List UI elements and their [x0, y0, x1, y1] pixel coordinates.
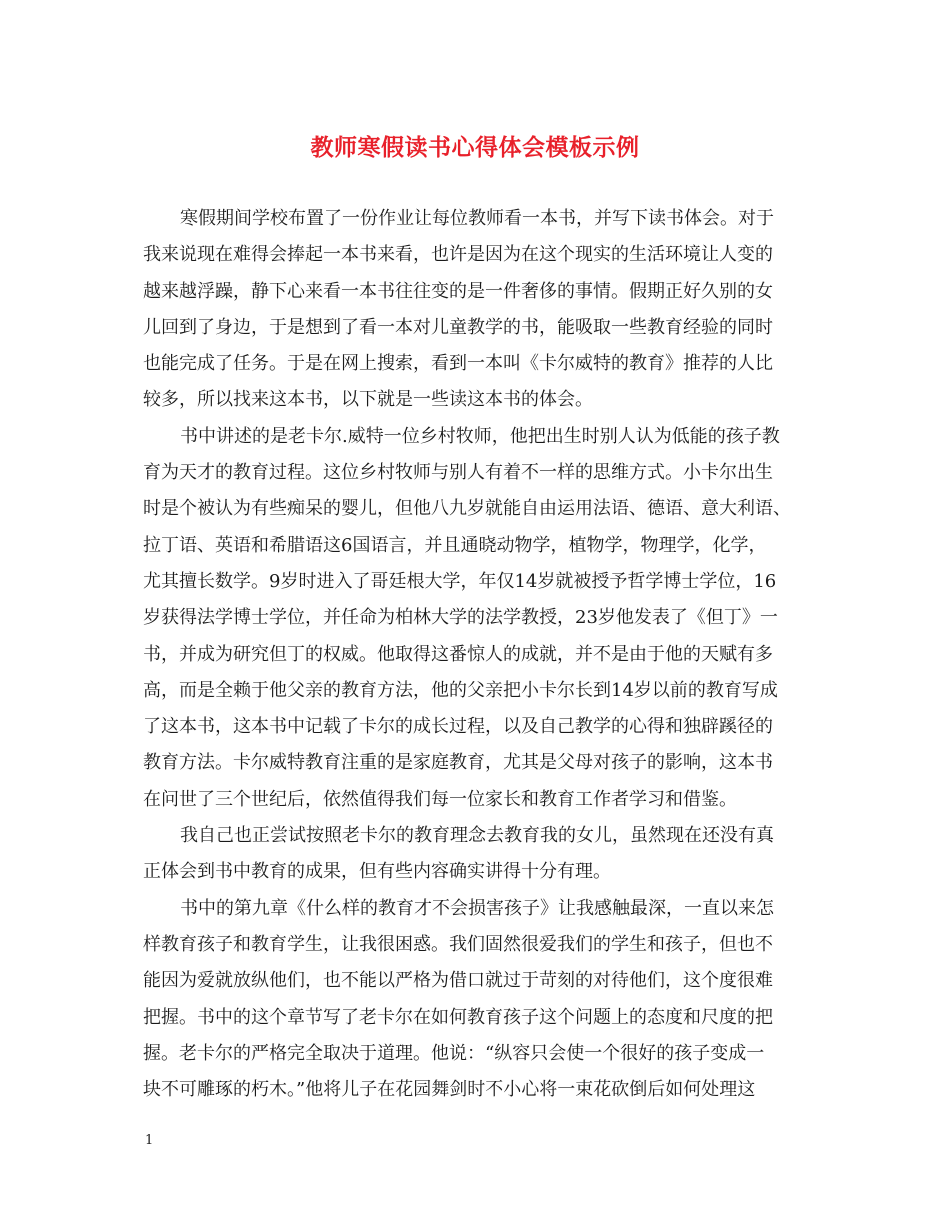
document-body — [143, 201, 823, 1108]
text-line: 书，并成为研究但丁的权威。他取得这番惊人的成就，并不是由于他的天赋有多 — [143, 643, 773, 665]
text-line: 岁获得法学博士学位，并任命为柏林大学的法学教授，23岁他发表了《但丁》一 — [143, 607, 778, 629]
text-line: 高，而是全赖于他父亲的教育方法，他的父亲把小卡尔长到14岁以前的教育写成 — [143, 679, 778, 701]
text-line: 拉丁语、英语和希腊语这6国语言，并且通晓动物学，植物学，物理学，化学， — [143, 534, 767, 556]
text-line: 育为天才的教育过程。这位乡村牧师与别人有着不一样的思维方式。小卡尔出生 — [143, 462, 773, 484]
text-line: 我自己也正尝试按照老卡尔的教育理念去教育我的女儿，虽然现在还没有真 — [180, 825, 774, 847]
document-title: 教师寒假读书心得体会模板示例 — [310, 134, 640, 161]
text-line: 儿回到了身边，于是想到了看一本对儿童教学的书，能吸取一些教育经验的同时 — [143, 316, 773, 338]
text-line: 越来越浮躁，静下心来看一本书往往变的是一件奢侈的事情。假期正好久别的女 — [143, 280, 773, 302]
text-line: 正体会到书中教育的成果，但有些内容确实讲得十分有理。 — [143, 861, 611, 883]
text-line: 把握。书中的这个章节写了老卡尔在如何教育孩子这个问题上的态度和尺度的把 — [143, 1006, 773, 1028]
page-number: 1 — [145, 1133, 154, 1148]
text-line: 块不可雕琢的朽木。”他将儿子在花园舞剑时不小心将一束花砍倒后如何处理这 — [143, 1079, 756, 1101]
text-line: 尤其擅长数学。9岁时进入了哥廷根大学，年仅14岁就被授予哲学博士学位，16 — [143, 570, 777, 592]
text-line: 寒假期间学校布置了一份作业让每位教师看一本书，并写下读书体会。对于 — [180, 208, 774, 229]
text-line: 样教育孩子和教育学生，让我很困惑。我们固然很爱我们的学生和孩子，但也不 — [143, 933, 773, 955]
text-line: 书中的第九章《什么样的教育才不会损害孩子》让我感触最深，一直以来怎 — [180, 897, 774, 919]
text-line: 较多，所以找来这本书，以下就是一些读这本书的体会。 — [143, 389, 593, 411]
text-line: 能因为爱就放纵他们，也不能以严格为借口就过于苛刻的对待他们，这个度很难 — [143, 970, 773, 992]
text-line: 书中讲述的是老卡尔.威特一位乡村牧师，他把出生时别人认为低能的孩子教 — [180, 425, 780, 447]
text-line: 时是个被认为有些痴呆的婴儿，但他八九岁就能自由运用法语、德语、意大利语、 — [143, 498, 791, 520]
text-line: 也能完成了任务。于是在网上搜索，看到一本叫《卡尔威特的教育》推荐的人比 — [143, 353, 773, 375]
text-line: 在问世了三个世纪后，依然值得我们每一位家长和教育工作者学习和借鉴。 — [143, 788, 737, 810]
text-line: 我来说现在难得会捧起一本书来看，也许是因为在这个现实的生活环境让人变的 — [143, 244, 773, 266]
text-line: 握。老卡尔的严格完全取决于道理。他说：“纵容只会使一个很好的孩子变成一 — [143, 1042, 765, 1064]
text-line: 了这本书，这本书中记载了卡尔的成长过程，以及自己教学的心得和独辟蹊径的 — [143, 716, 773, 738]
text-line: 教育方法。卡尔威特教育注重的是家庭教育，尤其是父母对孩子的影响，这本书 — [143, 752, 773, 774]
